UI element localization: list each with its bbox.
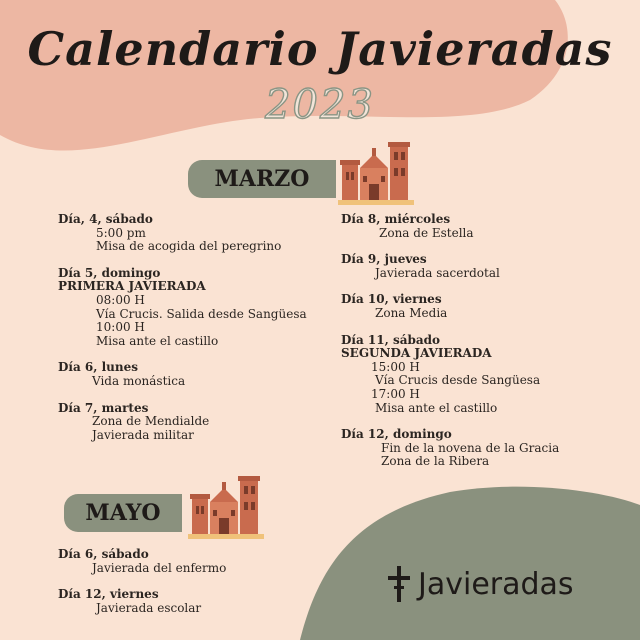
- event-line: Fin de la novena de la Gracia: [381, 440, 560, 455]
- marzo-left-column: [58, 213, 318, 455]
- event-line: Zona de la Ribera: [381, 454, 490, 469]
- event-subtitle: SEGUNDA JAVIERADA: [341, 346, 492, 361]
- event-line: Misa ante el castillo: [96, 333, 219, 348]
- event-day: Día 5, domingo: [58, 265, 161, 280]
- brand-logo: [386, 566, 574, 602]
- event-item: [58, 361, 318, 388]
- event-line: Zona de Estella: [379, 225, 474, 240]
- event-line: Javierada sacerdotal: [375, 265, 500, 280]
- event-item: [341, 293, 621, 320]
- event-item: [341, 428, 621, 469]
- church-icon: [336, 138, 416, 208]
- event-day: Día 8, miércoles: [341, 212, 451, 226]
- event-line: 10:00 H: [96, 320, 145, 335]
- event-line: Javierada del enfermo: [92, 560, 227, 575]
- page-title: Calendario Javieradas: [27, 22, 613, 76]
- event-item: [58, 402, 318, 443]
- event-item: [341, 213, 621, 240]
- event-day: Día 7, martes: [58, 400, 149, 415]
- event-line: 17:00 H: [371, 386, 420, 401]
- event-line: Vida monástica: [92, 373, 186, 388]
- event-day: Día, 4, sábado: [58, 212, 153, 226]
- event-line: Misa de acogida del peregrino: [96, 239, 282, 254]
- event-line: Zona de Mendialde: [92, 414, 210, 429]
- event-item: [341, 253, 621, 280]
- event-line: Misa ante el castillo: [375, 400, 498, 415]
- event-line: Zona Media: [375, 305, 448, 320]
- month-mayo-label: MAYO: [64, 494, 182, 532]
- church-icon: [186, 472, 266, 542]
- event-subtitle: PRIMERA JAVIERADA: [58, 279, 206, 294]
- marzo-right-column: [341, 213, 621, 482]
- month-marzo-label: MARZO: [188, 160, 336, 198]
- event-item: [58, 588, 298, 615]
- event-day: Día 11, sábado: [341, 332, 441, 347]
- event-item: [58, 548, 298, 575]
- event-line: Vía Crucis desde Sangüesa: [375, 373, 541, 388]
- cross-logo-icon: [386, 566, 412, 602]
- event-item: [58, 213, 318, 254]
- event-day: Día 12, viernes: [58, 587, 159, 602]
- event-line: 15:00 H: [371, 359, 420, 374]
- event-item: [58, 267, 318, 349]
- year-label: 2023: [265, 82, 375, 128]
- event-day: Día 10, viernes: [341, 292, 442, 307]
- brand-name: Javieradas: [418, 566, 574, 602]
- event-line: Javierada escolar: [96, 600, 202, 615]
- event-line: 08:00 H: [96, 292, 145, 307]
- event-day: Día 6, lunes: [58, 360, 139, 375]
- olive-blob: [300, 487, 640, 640]
- event-line: Javierada militar: [92, 427, 194, 442]
- event-line: Vía Crucis. Salida desde Sangüesa: [96, 306, 307, 321]
- mayo-column: [58, 548, 298, 628]
- event-day: Día 12, domingo: [341, 427, 452, 442]
- event-item: [341, 334, 621, 416]
- event-day: Día 9, jueves: [341, 252, 427, 267]
- event-line: 5:00 pm: [96, 225, 146, 240]
- event-day: Día 6, sábado: [58, 547, 149, 561]
